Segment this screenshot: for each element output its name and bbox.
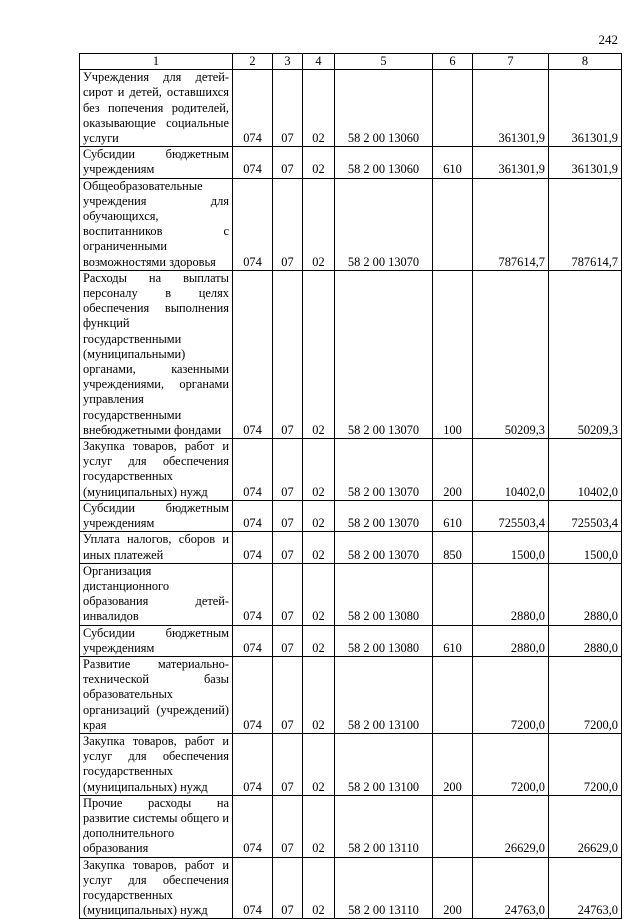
row-section: 07 bbox=[273, 733, 303, 795]
row-amount-total: 361301,9 bbox=[549, 70, 622, 147]
row-target-item: 58 2 00 13080 bbox=[335, 625, 433, 656]
row-amount: 2880,0 bbox=[473, 563, 549, 625]
row-expense-type: 610 bbox=[433, 147, 473, 178]
row-section: 07 bbox=[273, 563, 303, 625]
row-amount-total: 361301,9 bbox=[549, 147, 622, 178]
row-section: 07 bbox=[273, 147, 303, 178]
row-amount: 1500,0 bbox=[473, 532, 549, 563]
row-target-item: 58 2 00 13100 bbox=[335, 656, 433, 733]
row-amount: 725503,4 bbox=[473, 500, 549, 531]
row-description: Субсидии бюджетным учреждениям bbox=[80, 147, 233, 178]
row-amount-total: 26629,0 bbox=[549, 795, 622, 857]
row-ministry-code: 074 bbox=[233, 733, 273, 795]
row-ministry-code: 074 bbox=[233, 563, 273, 625]
col-header-2: 2 bbox=[233, 54, 273, 70]
row-amount-total: 10402,0 bbox=[549, 439, 622, 501]
row-section: 07 bbox=[273, 625, 303, 656]
row-subsection: 02 bbox=[303, 500, 335, 531]
row-description: Закупка товаров, работ и услуг для обеспечения государственных (муниципальных) нужд bbox=[80, 439, 233, 501]
row-subsection: 02 bbox=[303, 147, 335, 178]
row-description: Расходы на выплаты персоналу в целях обеспечения выполнения функций государственными (муниципальными) органами, казенными учреждениями, органами управления государственными внебюджетными фондами bbox=[80, 270, 233, 438]
row-section: 07 bbox=[273, 178, 303, 270]
row-section: 07 bbox=[273, 439, 303, 501]
row-target-item: 58 2 00 13060 bbox=[335, 70, 433, 147]
table-row bbox=[80, 147, 622, 178]
row-subsection: 02 bbox=[303, 625, 335, 656]
row-expense-type: 850 bbox=[433, 532, 473, 563]
row-target-item: 58 2 00 13110 bbox=[335, 857, 433, 919]
header-row bbox=[80, 54, 622, 70]
row-subsection: 02 bbox=[303, 733, 335, 795]
row-ministry-code: 074 bbox=[233, 500, 273, 531]
row-target-item: 58 2 00 13110 bbox=[335, 795, 433, 857]
row-description: Закупка товаров, работ и услуг для обеспечения государственных (муниципальных) нужд bbox=[80, 733, 233, 795]
table-row bbox=[80, 439, 622, 501]
row-expense-type bbox=[433, 70, 473, 147]
budget-table bbox=[79, 53, 622, 919]
row-amount: 26629,0 bbox=[473, 795, 549, 857]
row-ministry-code: 074 bbox=[233, 532, 273, 563]
row-subsection: 02 bbox=[303, 439, 335, 501]
table-row bbox=[80, 795, 622, 857]
table-row bbox=[80, 70, 622, 147]
row-expense-type: 200 bbox=[433, 733, 473, 795]
row-amount-total: 787614,7 bbox=[549, 178, 622, 270]
row-target-item: 58 2 00 13070 bbox=[335, 532, 433, 563]
row-amount: 50209,3 bbox=[473, 270, 549, 438]
row-expense-type: 610 bbox=[433, 500, 473, 531]
row-description: Субсидии бюджетным учреждениям bbox=[80, 500, 233, 531]
col-header-7: 7 bbox=[473, 54, 549, 70]
col-header-8: 8 bbox=[549, 54, 622, 70]
col-header-6: 6 bbox=[433, 54, 473, 70]
row-section: 07 bbox=[273, 270, 303, 438]
row-ministry-code: 074 bbox=[233, 178, 273, 270]
row-expense-type: 610 bbox=[433, 625, 473, 656]
table-row bbox=[80, 625, 622, 656]
row-description: Субсидии бюджетным учреждениям bbox=[80, 625, 233, 656]
table-row bbox=[80, 656, 622, 733]
row-section: 07 bbox=[273, 500, 303, 531]
row-amount-total: 7200,0 bbox=[549, 733, 622, 795]
row-ministry-code: 074 bbox=[233, 439, 273, 501]
row-amount: 2880,0 bbox=[473, 625, 549, 656]
row-description: Уплата налогов, сборов и иных платежей bbox=[80, 532, 233, 563]
table-row bbox=[80, 532, 622, 563]
row-ministry-code: 074 bbox=[233, 656, 273, 733]
row-expense-type: 200 bbox=[433, 857, 473, 919]
row-target-item: 58 2 00 13070 bbox=[335, 500, 433, 531]
row-amount-total: 7200,0 bbox=[549, 656, 622, 733]
row-expense-type bbox=[433, 178, 473, 270]
row-amount: 361301,9 bbox=[473, 147, 549, 178]
col-header-5: 5 bbox=[335, 54, 433, 70]
row-subsection: 02 bbox=[303, 270, 335, 438]
table-row bbox=[80, 500, 622, 531]
row-subsection: 02 bbox=[303, 70, 335, 147]
row-target-item: 58 2 00 13100 bbox=[335, 733, 433, 795]
row-target-item: 58 2 00 13070 bbox=[335, 270, 433, 438]
row-amount: 361301,9 bbox=[473, 70, 549, 147]
table-row bbox=[80, 857, 622, 919]
row-expense-type bbox=[433, 656, 473, 733]
col-header-1: 1 bbox=[80, 54, 233, 70]
row-description: Закупка товаров, работ и услуг для обеспечения государственных (муниципальных) нужд bbox=[80, 857, 233, 919]
row-description: Прочие расходы на развитие системы общего и дополнительного образования bbox=[80, 795, 233, 857]
row-expense-type bbox=[433, 795, 473, 857]
page-number: 242 bbox=[598, 32, 618, 47]
row-description: Организация дистанционного образования детей-инвалидов bbox=[80, 563, 233, 625]
row-target-item: 58 2 00 13080 bbox=[335, 563, 433, 625]
row-ministry-code: 074 bbox=[233, 70, 273, 147]
row-section: 07 bbox=[273, 532, 303, 563]
row-amount-total: 2880,0 bbox=[549, 563, 622, 625]
row-subsection: 02 bbox=[303, 857, 335, 919]
row-amount-total: 1500,0 bbox=[549, 532, 622, 563]
row-expense-type: 200 bbox=[433, 439, 473, 501]
table-row bbox=[80, 178, 622, 270]
row-amount-total: 2880,0 bbox=[549, 625, 622, 656]
row-target-item: 58 2 00 13070 bbox=[335, 178, 433, 270]
row-expense-type: 100 bbox=[433, 270, 473, 438]
row-subsection: 02 bbox=[303, 178, 335, 270]
row-amount: 24763,0 bbox=[473, 857, 549, 919]
row-ministry-code: 074 bbox=[233, 270, 273, 438]
row-ministry-code: 074 bbox=[233, 795, 273, 857]
row-amount: 787614,7 bbox=[473, 178, 549, 270]
row-description: Учреждения для детей-сирот и детей, оставшихся без попечения родителей, оказывающие социальные услуги bbox=[80, 70, 233, 147]
row-ministry-code: 074 bbox=[233, 147, 273, 178]
row-expense-type bbox=[433, 563, 473, 625]
row-section: 07 bbox=[273, 795, 303, 857]
row-section: 07 bbox=[273, 70, 303, 147]
row-description: Развитие материально-технической базы образовательных организаций (учреждений) края bbox=[80, 656, 233, 733]
row-subsection: 02 bbox=[303, 563, 335, 625]
row-description: Общеобразовательные учреждения для обучающихся, воспитанников с ограниченными возможностями здоровья bbox=[80, 178, 233, 270]
row-ministry-code: 074 bbox=[233, 625, 273, 656]
col-header-4: 4 bbox=[303, 54, 335, 70]
row-section: 07 bbox=[273, 656, 303, 733]
row-amount: 7200,0 bbox=[473, 656, 549, 733]
row-target-item: 58 2 00 13070 bbox=[335, 439, 433, 501]
row-subsection: 02 bbox=[303, 656, 335, 733]
row-ministry-code: 074 bbox=[233, 857, 273, 919]
row-amount: 7200,0 bbox=[473, 733, 549, 795]
col-header-3: 3 bbox=[273, 54, 303, 70]
table-row bbox=[80, 733, 622, 795]
row-amount: 10402,0 bbox=[473, 439, 549, 501]
row-target-item: 58 2 00 13060 bbox=[335, 147, 433, 178]
row-amount-total: 50209,3 bbox=[549, 270, 622, 438]
row-section: 07 bbox=[273, 857, 303, 919]
row-amount-total: 24763,0 bbox=[549, 857, 622, 919]
row-subsection: 02 bbox=[303, 795, 335, 857]
table-row bbox=[80, 563, 622, 625]
row-subsection: 02 bbox=[303, 532, 335, 563]
table-row bbox=[80, 270, 622, 438]
row-amount-total: 725503,4 bbox=[549, 500, 622, 531]
